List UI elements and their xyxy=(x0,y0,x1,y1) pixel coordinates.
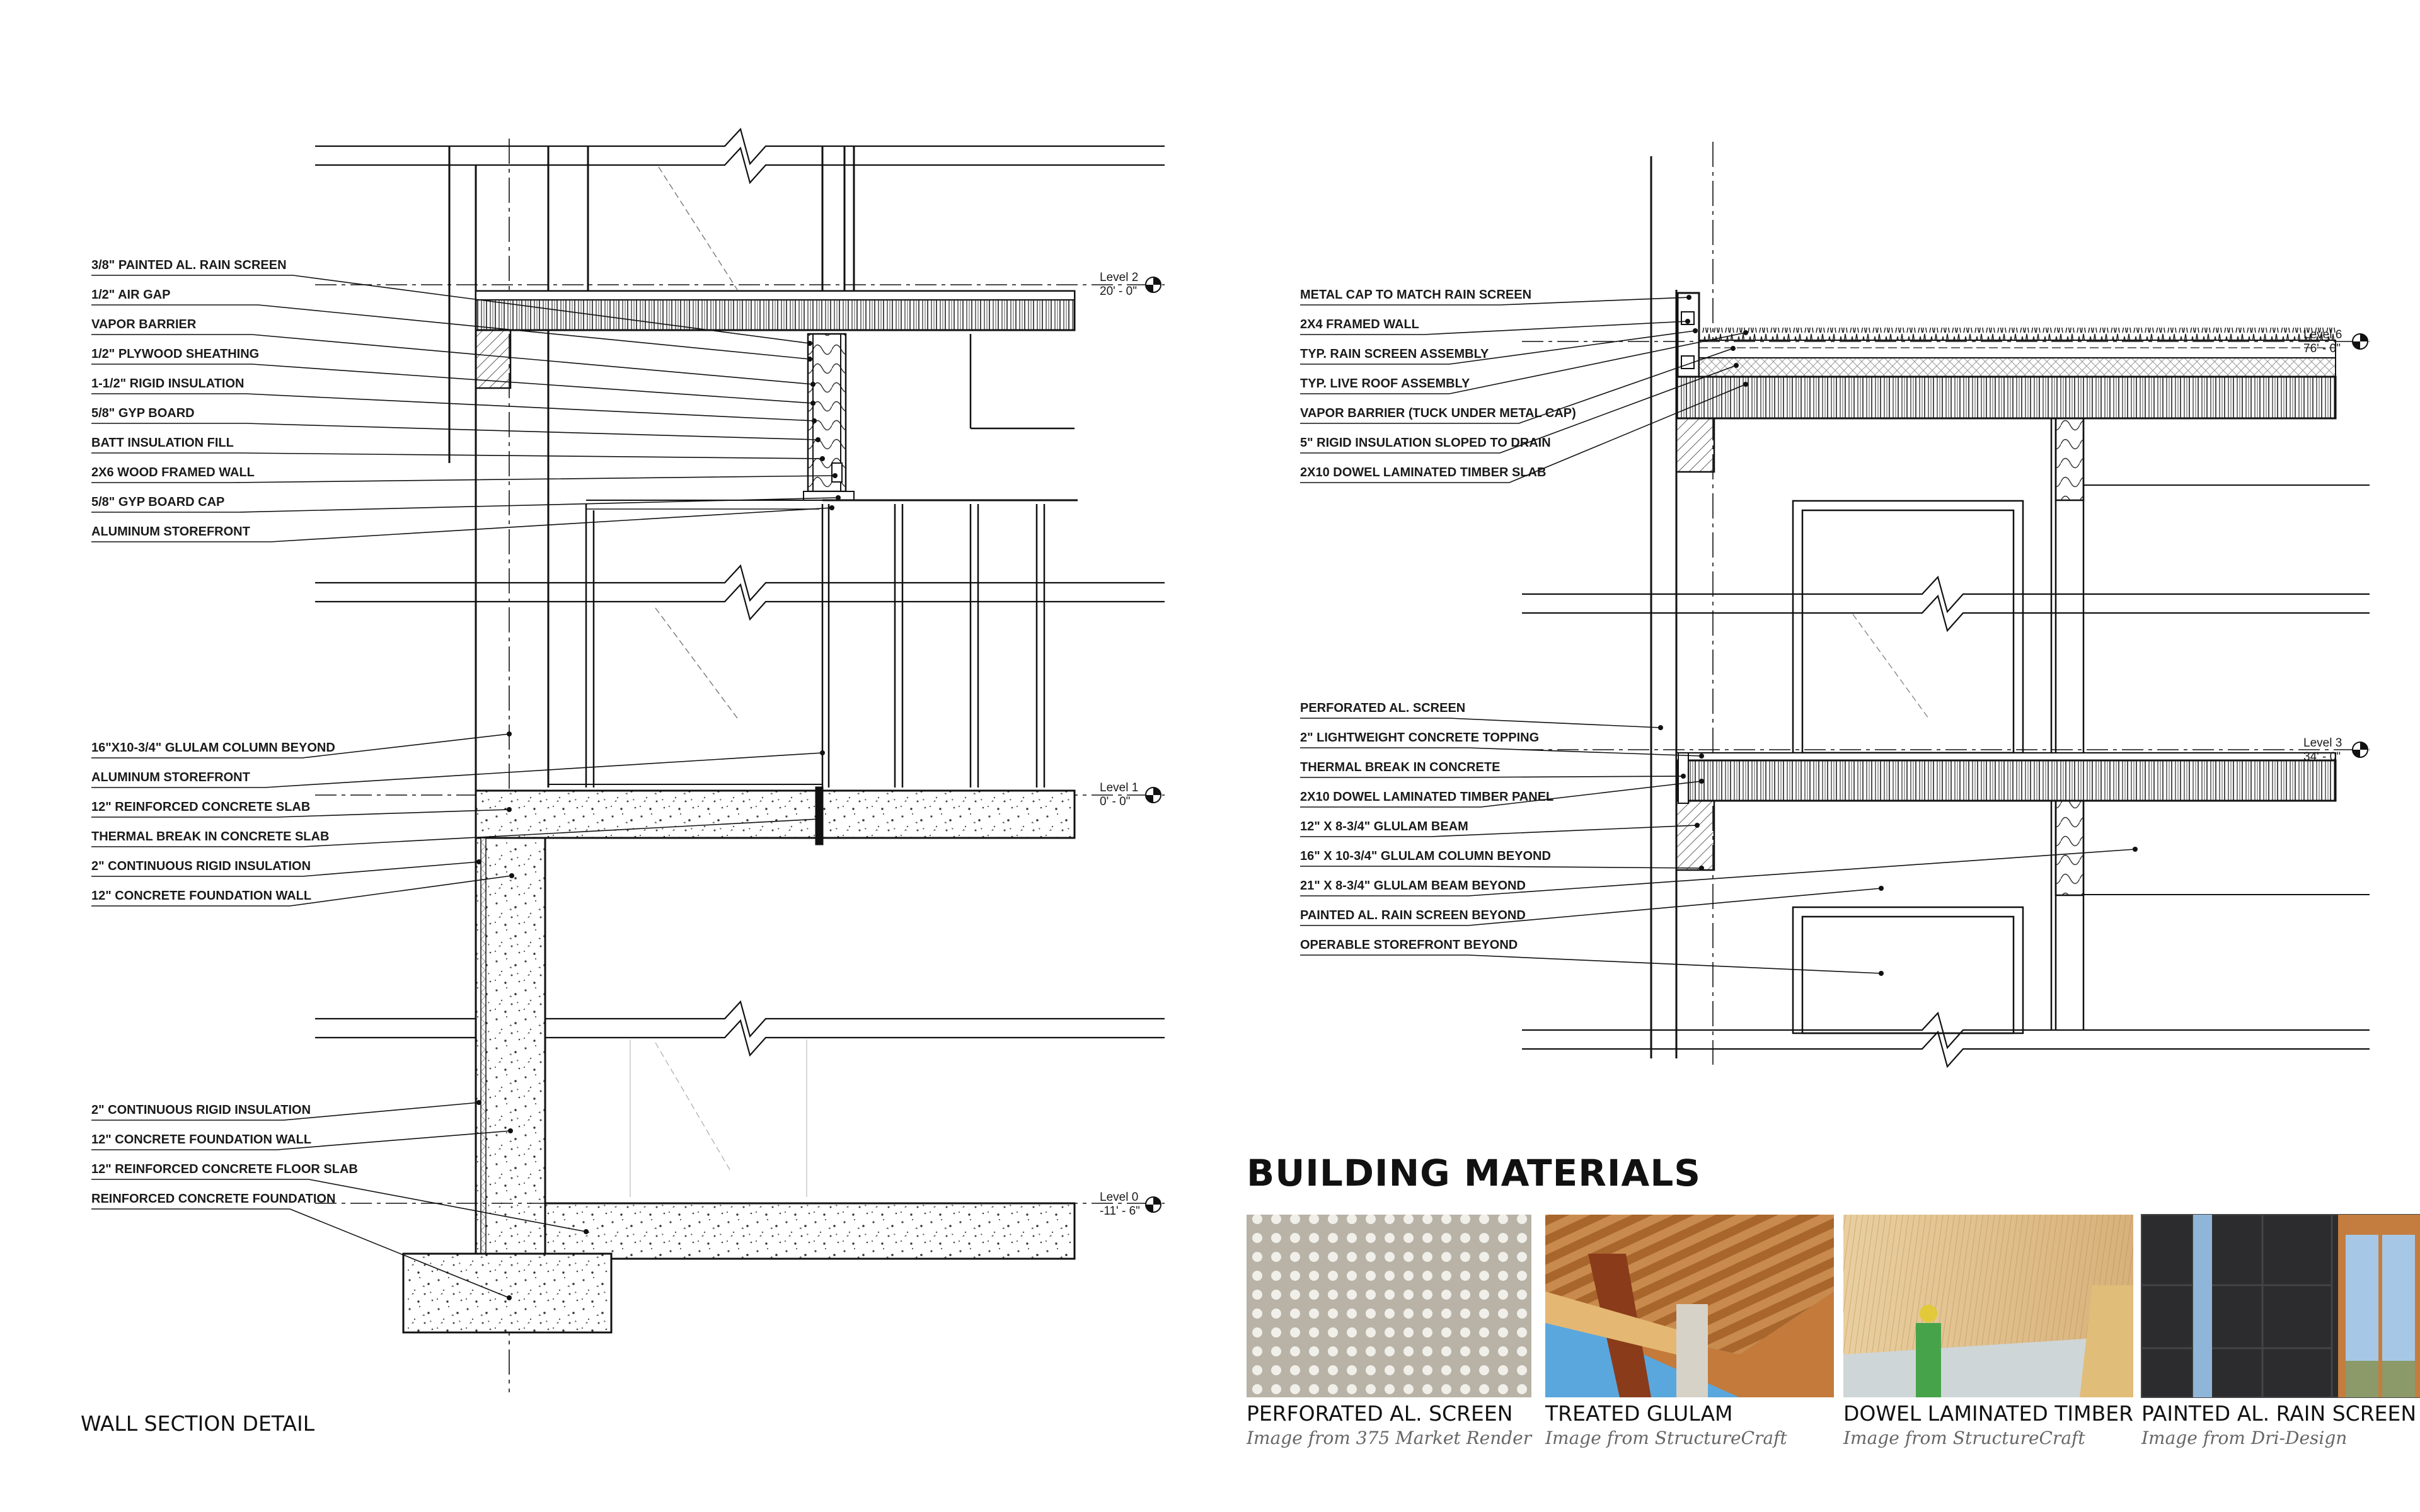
level-2-name: Level 2 xyxy=(1100,271,1139,284)
level-0-name: Level 0 xyxy=(1100,1191,1139,1204)
wall-section-title: WALL SECTION DETAIL xyxy=(81,1411,315,1436)
right-level3-slab xyxy=(1522,750,2370,895)
callout-vapor-barrier-cap: VAPOR BARRIER (TUCK UNDER METAL CAP) xyxy=(1300,406,1576,420)
callout-sloped-insulation: 5" RIGID INSULATION SLOPED TO DRAIN xyxy=(1300,436,1551,450)
level-6-name: Level 6 xyxy=(2303,328,2342,341)
callout-foundation-wall: 12" CONCRETE FOUNDATION WALL xyxy=(91,889,312,903)
level-6-elev: 76' - 0" xyxy=(2303,342,2341,355)
level-2-elev: 20' - 0" xyxy=(1100,285,1137,298)
callout-live-roof: TYP. LIVE ROOF ASSEMBLY xyxy=(1300,377,1470,391)
material-title-perforated: PERFORATED AL. SCREEN xyxy=(1247,1401,1513,1426)
callout-continuous-insulation-2: 2" CONTINUOUS RIGID INSULATION xyxy=(91,1103,311,1117)
left-framed-wall xyxy=(804,334,1075,500)
callout-dlt-panel: 2X10 DOWEL LAMINATED TIMBER PANEL xyxy=(1300,790,1554,804)
level-3-elev: 34' - 0" xyxy=(2303,750,2341,764)
callout-foundation-wall-2: 12" CONCRETE FOUNDATION WALL xyxy=(91,1133,312,1147)
right-callouts-upper xyxy=(1300,288,1576,479)
callout-glulam-beam: 12" X 8-3/4" GLULAM BEAM xyxy=(1300,820,1468,833)
callout-operable-storefront: OPERABLE STOREFRONT BEYOND xyxy=(1300,938,1518,952)
callout-foundation: REINFORCED CONCRETE FOUNDATION xyxy=(91,1192,336,1206)
left-concrete xyxy=(315,788,1165,1332)
level-0-elev: -11' - 6" xyxy=(1100,1205,1140,1218)
callout-glulam-beam-beyond: 21" X 8-3/4" GLULAM BEAM BEYOND xyxy=(1300,879,1526,893)
callout-reinforced-slab: 12" REINFORCED CONCRETE SLAB xyxy=(91,800,311,814)
material-photo-glulam xyxy=(1545,1215,1834,1397)
materials-heading: BUILDING MATERIALS xyxy=(1247,1152,1702,1194)
material-credit-dlt: Image from StructureCraft xyxy=(1843,1428,2085,1448)
callout-concrete-topping: 2" LIGHTWEIGHT CONCRETE TOPPING xyxy=(1300,731,1540,745)
material-credit-glulam: Image from StructureCraft xyxy=(1545,1428,1787,1448)
right-callouts-lower xyxy=(1300,701,1553,952)
material-title-rain-screen: PAINTED AL. RAIN SCREEN xyxy=(2141,1401,2417,1426)
callout-glulam-column: 16"X10-3/4" GLULAM COLUMN BEYOND xyxy=(91,741,335,755)
callout-vapor-barrier: VAPOR BARRIER xyxy=(91,318,197,331)
material-photo-rain-screen xyxy=(2141,1215,2420,1397)
material-credit-rain-screen: Image from Dri-Design xyxy=(2141,1428,2348,1448)
callout-aluminum-storefront: ALUMINUM STOREFRONT xyxy=(91,525,250,539)
callout-rain-screen-assembly: TYP. RAIN SCREEN ASSEMBLY xyxy=(1300,347,1489,361)
callout-2x4-framed-wall: 2X4 FRAMED WALL xyxy=(1300,318,1419,331)
callout-rigid-insulation: 1-1/2" RIGID INSULATION xyxy=(91,377,245,391)
callout-metal-cap: METAL CAP TO MATCH RAIN SCREEN xyxy=(1300,288,1532,302)
callout-thermal-break: THERMAL BREAK IN CONCRETE xyxy=(1300,760,1501,774)
material-photo-perforated xyxy=(1247,1215,1531,1397)
callout-dlt-slab: 2X10 DOWEL LAMINATED TIMBER SLAB xyxy=(1300,466,1547,479)
callout-thermal-break-slab: THERMAL BREAK IN CONCRETE SLAB xyxy=(91,830,330,844)
callout-gyp-board: 5/8" GYP BOARD xyxy=(91,406,195,420)
callout-plywood-sheathing: 1/2" PLYWOOD SHEATHING xyxy=(91,347,260,361)
right-section-linework xyxy=(1522,142,2370,1067)
callout-batt-insulation: BATT INSULATION FILL xyxy=(91,436,234,450)
callout-gyp-board-cap: 5/8" GYP BOARD CAP xyxy=(91,495,225,509)
material-title-dlt: DOWEL LAMINATED TIMBER xyxy=(1843,1401,2134,1426)
left-callouts-lower xyxy=(91,1103,358,1206)
right-roof-assembly xyxy=(1522,293,2370,500)
callout-continuous-insulation: 2" CONTINUOUS RIGID INSULATION xyxy=(91,859,311,873)
left-callouts-middle xyxy=(91,741,335,903)
level-3-name: Level 3 xyxy=(2303,736,2342,750)
left-level-markers xyxy=(1100,271,1161,1218)
callout-wood-framed-wall: 2X6 WOOD FRAMED WALL xyxy=(91,466,255,479)
callout-air-gap: 1/2" AIR GAP xyxy=(91,288,171,302)
left-callouts-upper xyxy=(91,258,287,539)
material-credit-perforated: Image from 375 Market Render xyxy=(1247,1428,1532,1448)
callout-rain-screen: 3/8" PAINTED AL. RAIN SCREEN xyxy=(91,258,287,272)
material-title-glulam: TREATED GLULAM xyxy=(1545,1401,1733,1426)
level-1-name: Level 1 xyxy=(1100,781,1139,794)
callout-floor-slab: 12" REINFORCED CONCRETE FLOOR SLAB xyxy=(91,1162,358,1176)
callout-aluminum-storefront-2: ALUMINUM STOREFRONT xyxy=(91,770,250,784)
callout-perforated-screen: PERFORATED AL. SCREEN xyxy=(1300,701,1466,715)
left-storefront xyxy=(548,500,1078,788)
callout-rain-screen-beyond: PAINTED AL. RAIN SCREEN BEYOND xyxy=(1300,908,1526,922)
left-level2-slab xyxy=(315,285,1165,388)
callout-glulam-column-beyond: 16" X 10-3/4" GLULAM COLUMN BEYOND xyxy=(1300,849,1551,863)
level-1-elev: 0' - 0" xyxy=(1100,795,1131,808)
material-photo-dlt xyxy=(1843,1215,2133,1397)
